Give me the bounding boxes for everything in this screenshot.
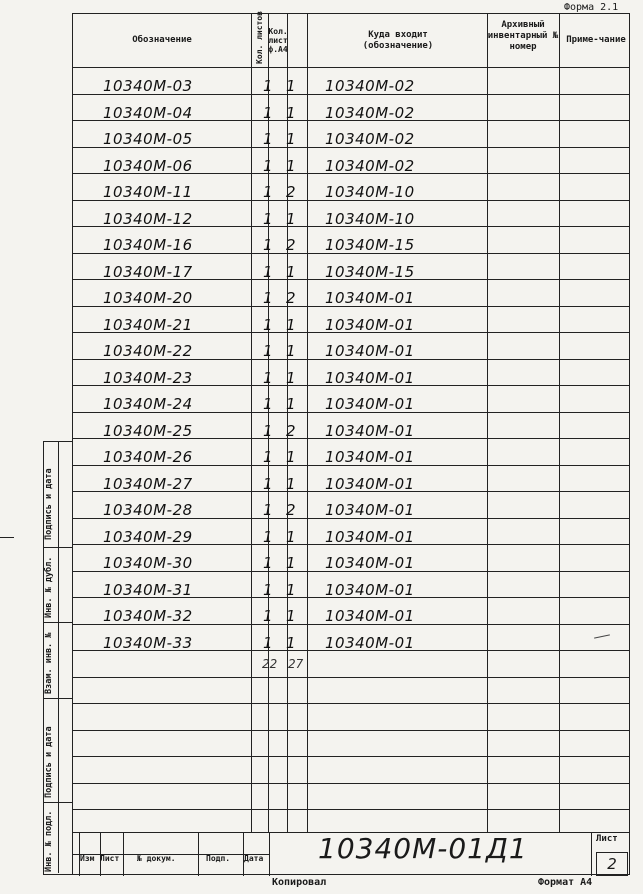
sheets-cell: 1	[285, 209, 297, 228]
sheets-cell: 1	[285, 315, 297, 334]
where-used-cell: 10340М-01	[325, 474, 415, 493]
sheets-cell: 1	[285, 554, 297, 572]
designation-cell: 10340М-22	[103, 342, 193, 360]
where-used-cell: 10340М-02	[325, 156, 415, 175]
sheets-cell: 1	[285, 580, 297, 599]
where-used-cell: 10340М-01	[325, 633, 415, 652]
where-used-cell: 10340М-01	[325, 342, 415, 360]
header-qty-sheets-a4: Кол. лист ф.А4	[268, 27, 288, 54]
table-row	[73, 522, 629, 549]
where-used-cell: 10340М-01	[325, 527, 415, 546]
table-row	[73, 310, 629, 337]
header-qty-sheets: Кол. листов	[255, 11, 264, 64]
total-sheets: 27	[288, 657, 304, 671]
where-used-cell: 10340М-01	[325, 607, 415, 625]
tb-change: Изм	[80, 854, 95, 863]
sheets-cell: 2	[285, 289, 297, 307]
side-inv-orig: Инв. № подл.	[44, 810, 54, 872]
qty-cell: 1	[262, 527, 274, 546]
table-row	[73, 71, 629, 98]
qty-cell: 1	[262, 262, 274, 281]
qty-cell: 1	[262, 580, 274, 599]
table-row	[73, 389, 629, 416]
qty-cell: 1	[262, 103, 274, 122]
qty-cell: 1	[262, 236, 274, 254]
qty-cell: 1	[262, 77, 274, 95]
sheets-cell: 1	[285, 527, 297, 546]
header-divider	[73, 67, 629, 68]
side-sign-date-1: Подпись и дата	[44, 468, 54, 540]
side-replace-inv: Взам. инв. №	[44, 632, 54, 694]
sheets-cell: 1	[285, 103, 297, 122]
qty-cell: 1	[262, 448, 274, 466]
sheets-cell: 1	[285, 607, 297, 625]
qty-cell: 1	[262, 607, 274, 625]
where-used-cell: 10340М-01	[325, 421, 415, 440]
binding-mark	[0, 537, 14, 538]
where-used-cell: 10340М-01	[325, 580, 415, 599]
designation-cell: 10340М-24	[103, 395, 193, 413]
qty-cell: 1	[262, 156, 274, 175]
qty-cell: 1	[262, 289, 274, 307]
table-row	[73, 204, 629, 231]
where-used-cell: 10340М-15	[325, 236, 415, 254]
designation-cell: 10340М-06	[103, 156, 193, 175]
designation-cell: 10340М-32	[103, 607, 193, 625]
table-row	[73, 283, 629, 310]
where-used-cell: 10340М-02	[325, 130, 415, 148]
form-number: Форма 2.1	[564, 2, 619, 13]
designation-cell: 10340М-27	[103, 474, 193, 493]
where-used-cell: 10340М-01	[325, 554, 415, 572]
designation-cell: 10340М-04	[103, 103, 193, 122]
qty-cell: 1	[262, 501, 274, 519]
table-row	[73, 336, 629, 363]
title-block-divider	[123, 832, 124, 876]
where-used-cell: 10340М-01	[325, 395, 415, 413]
qty-cell: 1	[262, 183, 274, 201]
designation-cell: 10340М-28	[103, 501, 193, 519]
sheets-cell: 1	[285, 633, 297, 652]
side-inv-dup: Инв. № дубл.	[44, 556, 54, 618]
title-block-divider	[591, 832, 592, 876]
designation-cell: 10340М-21	[103, 315, 193, 334]
sheets-cell: 1	[285, 448, 297, 466]
sheet-label: Лист	[596, 834, 618, 844]
sheets-cell: 2	[285, 501, 297, 519]
qty-cell: 1	[262, 395, 274, 413]
table-row	[73, 98, 629, 125]
sheets-cell: 2	[285, 236, 297, 254]
side-sign-date-2: Подпись и дата	[44, 726, 54, 798]
qty-cell: 1	[262, 209, 274, 228]
tb-signature: Подп.	[206, 854, 231, 863]
designation-cell: 10340М-17	[103, 262, 193, 281]
qty-cell: 1	[262, 421, 274, 440]
table-row	[73, 495, 629, 522]
sheets-cell: 1	[285, 342, 297, 360]
sheet-number: 2	[596, 852, 628, 876]
qty-cell: 1	[262, 368, 274, 387]
header-archive: Архивный инвентарный № номер	[487, 20, 559, 52]
qty-cell: 1	[262, 342, 274, 360]
sheets-cell: 1	[285, 77, 297, 95]
row-line	[73, 730, 629, 731]
side-stamp	[43, 441, 73, 875]
tb-doc-no: № докум.	[137, 854, 176, 863]
document-code: 10340М-01Д1	[318, 832, 528, 865]
where-used-cell: 10340М-10	[325, 209, 415, 228]
sheets-cell: 1	[285, 474, 297, 493]
footer-copied: Копировал	[272, 877, 327, 888]
table-row	[73, 124, 629, 151]
table-row	[73, 601, 629, 628]
header-designation: Обозначение	[132, 35, 192, 45]
header-note: Приме-чание	[566, 35, 626, 45]
table-row	[73, 548, 629, 575]
title-block-divider	[198, 832, 199, 876]
designation-cell: 10340М-05	[103, 130, 193, 148]
document-frame	[72, 13, 630, 875]
where-used-cell: 10340М-10	[325, 183, 415, 201]
where-used-cell: 10340М-02	[325, 103, 415, 122]
designation-cell: 10340М-20	[103, 289, 193, 307]
where-used-cell: 10340М-01	[325, 289, 415, 307]
tb-date: Дата	[244, 854, 264, 863]
table-row	[73, 257, 629, 284]
row-line	[73, 756, 629, 757]
designation-cell: 10340М-30	[103, 554, 193, 572]
designation-cell: 10340М-26	[103, 448, 193, 466]
sheets-cell: 1	[285, 395, 297, 413]
header-where-used: Куда входит (обозначение)	[362, 29, 434, 51]
where-used-cell: 10340М-01	[325, 368, 415, 387]
total-qty: 22	[262, 657, 278, 671]
where-used-cell: 10340М-01	[325, 448, 415, 466]
designation-cell: 10340М-23	[103, 368, 193, 387]
qty-cell: 1	[262, 554, 274, 572]
where-used-cell: 10340М-02	[325, 77, 415, 95]
designation-cell: 10340М-33	[103, 633, 193, 652]
table-row	[73, 575, 629, 602]
table-row	[73, 469, 629, 496]
table-row	[73, 628, 629, 655]
sheets-cell: 2	[285, 421, 297, 440]
where-used-cell: 10340М-01	[325, 501, 415, 519]
qty-cell: 1	[262, 633, 274, 652]
sheets-cell: 1	[285, 130, 297, 148]
designation-cell: 10340М-11	[103, 183, 193, 201]
row-line	[73, 677, 629, 678]
designation-cell: 10340М-03	[103, 77, 193, 95]
sheets-cell: 2	[285, 183, 297, 201]
qty-cell: 1	[262, 130, 274, 148]
sheets-cell: 1	[285, 262, 297, 281]
qty-cell: 1	[262, 315, 274, 334]
sheets-cell: 1	[285, 156, 297, 175]
row-line	[73, 783, 629, 784]
sheets-cell: 1	[285, 368, 297, 387]
table-row	[73, 151, 629, 178]
where-used-cell: 10340М-01	[325, 315, 415, 334]
table-row	[73, 363, 629, 390]
designation-cell: 10340М-16	[103, 236, 193, 254]
designation-cell: 10340М-31	[103, 580, 193, 599]
designation-cell: 10340М-29	[103, 527, 193, 546]
tb-sheet: Лист	[100, 854, 120, 863]
table-row	[73, 230, 629, 257]
footer-format: Формат А4	[538, 877, 593, 888]
row-line	[73, 703, 629, 704]
qty-cell: 1	[262, 474, 274, 493]
table-row	[73, 416, 629, 443]
title-block-divider	[269, 832, 270, 876]
where-used-cell: 10340М-15	[325, 262, 415, 281]
table-row	[73, 442, 629, 469]
table-row	[73, 177, 629, 204]
row-line	[73, 809, 629, 810]
designation-cell: 10340М-12	[103, 209, 193, 228]
designation-cell: 10340М-25	[103, 421, 193, 440]
